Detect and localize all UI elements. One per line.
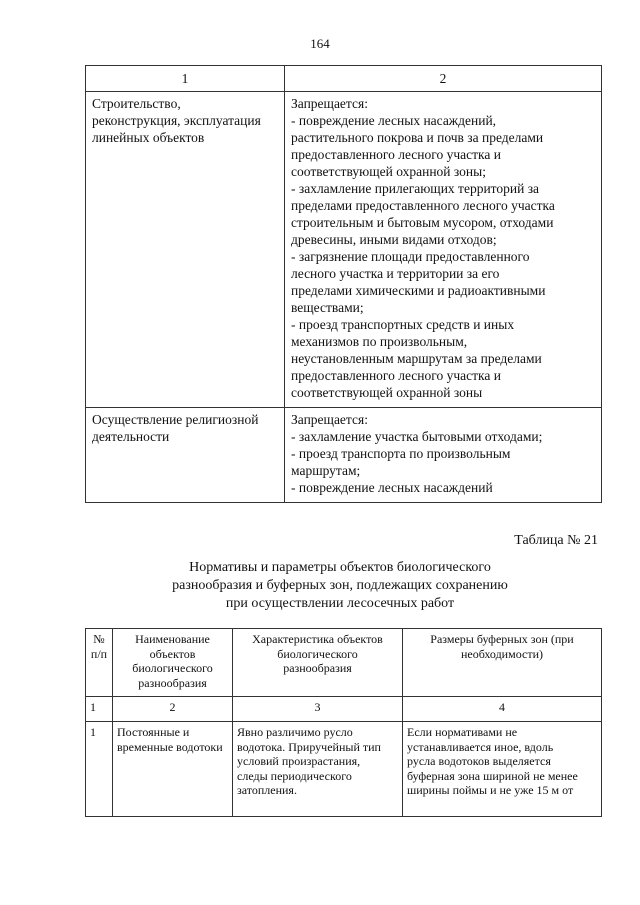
text-line: Характеристика объектов [252, 632, 383, 646]
text-line: древесины, иными видами отходов; [291, 232, 497, 247]
table-header-row [86, 66, 602, 92]
text-line: Строительство, [92, 96, 181, 111]
title-line: Нормативы и параметры объектов биологического [189, 560, 491, 575]
text-line: механизмов по произвольным, [291, 334, 468, 349]
text-line: строительным и бытовым мусором, отходами [291, 215, 554, 230]
table-header-row [86, 629, 602, 697]
biodiversity-table [85, 628, 602, 817]
text-line: следы периодического [237, 768, 352, 783]
text-line: соответствующей охранной зоны [291, 385, 483, 400]
characteristic-cell [233, 722, 403, 817]
text-line: реконструкция, эксплуатация [92, 113, 261, 128]
column-number-cell: 3 [233, 697, 403, 722]
text-line: предоставленного лесного участка и [291, 147, 501, 162]
buffer-size-cell [403, 722, 602, 817]
text-line: растительного покрова и почв за пределами [291, 130, 544, 145]
column-number-cell: 2 [113, 697, 233, 722]
text-line: неустановленным маршрутам за пределами [291, 351, 542, 366]
text-line: - повреждение лесных насаждений, [291, 113, 497, 128]
text-line: Запрещается: [291, 412, 368, 427]
text-line: ширины поймы и не уже 15 м от [407, 783, 574, 797]
text-line: - проезд транспорта по произвольным [291, 446, 511, 461]
text-line: пределами химическими и радиоактивными [291, 283, 546, 298]
table-row [86, 92, 602, 408]
rules-cell [285, 92, 602, 408]
column-numbers-row [86, 697, 602, 722]
text-line: лесного участка и территории за его [291, 266, 500, 281]
text-line: п/п [90, 646, 108, 661]
text-line: разнообразия [283, 661, 352, 675]
text-line: необходимости) [460, 646, 543, 661]
text-line: № [93, 632, 105, 646]
text-line: линейных объектов [92, 130, 205, 145]
text-line: затопления. [237, 783, 297, 797]
activity-cell [86, 408, 285, 503]
table-number-label: Таблица № 21 [514, 533, 598, 548]
text-line: Явно различимо русло [237, 725, 353, 739]
text-line: устанавливается иное, вдоль [407, 739, 554, 754]
text-line: русла водотоков выделяется [407, 754, 551, 768]
rules-cell [285, 408, 602, 503]
page-number: 164 [310, 36, 330, 51]
header-buffer-size [403, 629, 602, 697]
text-line: деятельности [92, 429, 170, 444]
text-line: временные водотоки [117, 739, 223, 754]
object-name-cell [113, 722, 233, 817]
text-line: условий произрастания, [237, 754, 361, 768]
text-line: водотока. Приручейный тип [237, 739, 381, 754]
restrictions-table [85, 65, 602, 503]
text-line: - загрязнение площади предоставленного [291, 249, 530, 264]
text-line: Постоянные и [117, 725, 190, 739]
row-number-cell: 1 [86, 722, 113, 817]
text-line: - захламление прилегающих территорий за [291, 181, 540, 196]
table-row [86, 408, 602, 503]
text-line: - повреждение лесных насаждений [291, 480, 493, 495]
text-line: объектов [149, 646, 196, 661]
text-line: - захламление участка бытовыми отходами; [291, 429, 543, 444]
text-line: предоставленного лесного участка и [291, 368, 501, 383]
table-row [86, 722, 602, 817]
text-line: разнообразия [138, 675, 207, 690]
header-name [113, 629, 233, 697]
text-line: веществами; [291, 300, 364, 315]
text-line: - проезд транспортных средств и иных [291, 317, 515, 332]
text-line: Если нормативами не [407, 725, 518, 739]
title-line: при осуществлении лесосечных работ [225, 596, 455, 611]
text-line: биологического [277, 646, 358, 661]
table-title [80, 559, 600, 613]
text-line: Запрещается: [291, 96, 368, 111]
title-line: разнообразия и буферных зон, подлежащих сохранению [172, 578, 508, 593]
column-number-cell: 1 [86, 697, 113, 722]
text-line: соответствующей охранной зоны; [291, 164, 486, 179]
text-line: маршрутам; [291, 463, 361, 478]
header-characteristic [233, 629, 403, 697]
text-line: Наименование [135, 632, 210, 646]
text-line: пределами предоставленного лесного участка [291, 198, 555, 213]
activity-cell [86, 92, 285, 408]
column-number-cell: 4 [403, 697, 602, 722]
text-line: Размеры буферных зон (при [430, 632, 574, 646]
text-line: буферная зона шириной не менее [407, 768, 578, 783]
text-line: биологического [132, 661, 213, 675]
header-number [86, 629, 113, 697]
column-number-2: 2 [285, 66, 602, 92]
text-line: Осуществление религиозной [92, 412, 259, 427]
column-number-1: 1 [86, 66, 285, 92]
